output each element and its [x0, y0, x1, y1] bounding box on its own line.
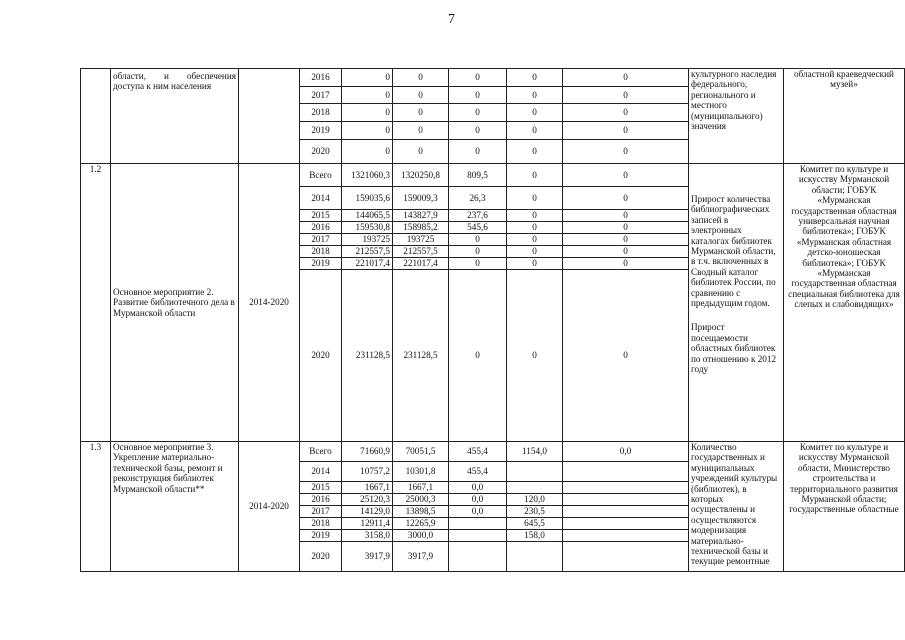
year-cell: 2018 — [300, 246, 342, 258]
value-cell: 0 — [563, 104, 689, 122]
value-cell: 0 — [449, 69, 507, 87]
value-cell: 0 — [507, 258, 563, 270]
item-description: Основное мероприятие 3. Укрепление материально-технической базы, ремонт и реконструкция библиотек Мурманской области** — [111, 442, 239, 572]
value-cell: 0 — [507, 104, 563, 122]
value-cell: 1320250,8 — [393, 164, 449, 187]
item-number — [81, 69, 111, 164]
value-cell: 0 — [449, 258, 507, 270]
value-cell: 1321060,3 — [342, 164, 393, 187]
value-cell: 0 — [449, 122, 507, 140]
year-cell: 2015 — [300, 482, 342, 494]
value-cell — [563, 494, 689, 506]
value-cell: 0 — [449, 140, 507, 164]
value-cell — [507, 542, 563, 572]
value-cell: 455,4 — [449, 462, 507, 482]
year-cell: 2018 — [300, 104, 342, 122]
value-cell: 158985,2 — [393, 222, 449, 234]
year-cell: 2015 — [300, 210, 342, 222]
year-cell: 2018 — [300, 518, 342, 530]
value-cell: 0 — [507, 87, 563, 104]
year-cell: 2019 — [300, 530, 342, 542]
value-cell: 144065,5 — [342, 210, 393, 222]
item-period — [239, 69, 300, 164]
value-cell: 159035,6 — [342, 187, 393, 210]
value-cell: 0,0 — [563, 442, 689, 462]
value-cell: 158,0 — [507, 530, 563, 542]
value-cell: 0 — [563, 222, 689, 234]
value-cell: 1667,1 — [342, 482, 393, 494]
value-cell: 0 — [563, 140, 689, 164]
value-cell: 0 — [393, 69, 449, 87]
value-cell: 0 — [507, 122, 563, 140]
value-cell: 0 — [393, 140, 449, 164]
value-cell: 0 — [507, 270, 563, 442]
year-cell: 2020 — [300, 542, 342, 572]
indicator-cell — [689, 442, 784, 572]
value-cell: 0 — [563, 258, 689, 270]
value-cell: 0 — [449, 246, 507, 258]
value-cell — [563, 542, 689, 572]
value-cell: 0 — [563, 69, 689, 87]
indicator-text: Прирост посещаемости областных библиотек по отношению к 2012 году — [691, 322, 777, 375]
value-cell: 0 — [449, 270, 507, 442]
value-cell: 0 — [507, 140, 563, 164]
responsible-cell: областной краеведческий музей» — [784, 69, 905, 164]
value-cell — [449, 518, 507, 530]
value-cell: 0 — [563, 164, 689, 187]
item-description: области, и обеспечения доступа к ним населения — [111, 69, 239, 164]
indicator-text: Прирост количества библиографических записей в электронных каталогах библиотек Мурманской области, в т.ч. включенных в Сводный каталог библиотек России, по сравнению с предыдущим годом. — [691, 194, 776, 309]
value-cell — [507, 462, 563, 482]
value-cell: 0 — [563, 270, 689, 442]
year-cell: 2019 — [300, 258, 342, 270]
value-cell: 0 — [563, 210, 689, 222]
value-cell: 237,6 — [449, 210, 507, 222]
value-cell: 0 — [507, 222, 563, 234]
value-cell: 0 — [449, 87, 507, 104]
value-cell: 545,6 — [449, 222, 507, 234]
value-cell: 809,5 — [449, 164, 507, 187]
item-period: 2014-2020 — [239, 164, 300, 442]
year-cell: 2014 — [300, 187, 342, 210]
value-cell — [563, 462, 689, 482]
value-cell: 221017,4 — [342, 258, 393, 270]
value-cell: 193725 — [393, 234, 449, 246]
value-cell — [563, 506, 689, 518]
year-cell: 2020 — [300, 270, 342, 442]
value-cell: 212557,5 — [393, 246, 449, 258]
value-cell — [563, 530, 689, 542]
value-cell — [563, 482, 689, 494]
value-cell: 10757,2 — [342, 462, 393, 482]
value-cell: 10301,8 — [393, 462, 449, 482]
year-cell: 2016 — [300, 222, 342, 234]
value-cell — [563, 518, 689, 530]
value-cell: 3917,9 — [393, 542, 449, 572]
value-cell: 0 — [342, 122, 393, 140]
year-cell: 2014 — [300, 462, 342, 482]
value-cell: 1154,0 — [507, 442, 563, 462]
value-cell: 0 — [507, 246, 563, 258]
value-cell — [449, 530, 507, 542]
value-cell: 12265,9 — [393, 518, 449, 530]
year-cell: 2019 — [300, 122, 342, 140]
value-cell: 0 — [507, 210, 563, 222]
value-cell: 0 — [507, 187, 563, 210]
value-cell: 0 — [563, 122, 689, 140]
value-cell: 3917,9 — [342, 542, 393, 572]
indicator-cell — [689, 164, 784, 442]
value-cell: 3000,0 — [393, 530, 449, 542]
table-row — [81, 69, 905, 87]
value-cell: 14129,0 — [342, 506, 393, 518]
value-cell: 0 — [449, 104, 507, 122]
value-cell: 1667,1 — [393, 482, 449, 494]
item-number: 1.2 — [81, 164, 111, 442]
value-cell: 25000,3 — [393, 494, 449, 506]
program-table — [80, 68, 905, 572]
year-cell: 2020 — [300, 140, 342, 164]
indicator-cell — [689, 69, 784, 164]
value-cell: 0 — [342, 87, 393, 104]
value-cell: 0,0 — [449, 482, 507, 494]
value-cell: 0 — [507, 164, 563, 187]
value-cell: 0 — [393, 104, 449, 122]
year-cell: Всего — [300, 164, 342, 187]
value-cell: 159530,8 — [342, 222, 393, 234]
value-cell: 193725 — [342, 234, 393, 246]
table-row — [81, 442, 905, 462]
value-cell: 159009,3 — [393, 187, 449, 210]
value-cell: 0 — [563, 87, 689, 104]
responsible-cell: Комитет по культуре и искусству Мурманской области, Министерство строительства и территориального развития Мурманской области; государственные областные — [784, 442, 905, 572]
value-cell: 12911,4 — [342, 518, 393, 530]
responsible-cell: Комитет по культуре и искусству Мурманской области; ГОБУК «Мурманская государственная областная универсальная научная библиотека»; ГОБУК «Мурманская областная детско-юношеская библиотека»; ГОБУК «Мурманская государственная областная специальная библиотека для слепых и слабовидящих» — [784, 164, 905, 442]
year-cell: 2016 — [300, 494, 342, 506]
value-cell: 0 — [449, 234, 507, 246]
page-number: 7 — [448, 12, 455, 27]
value-cell: 230,5 — [507, 506, 563, 518]
value-cell: 70051,5 — [393, 442, 449, 462]
year-cell: Всего — [300, 442, 342, 462]
indicator-text: культурного наследия федерального, регионального и местного (муниципального) значения — [691, 69, 777, 132]
item-number: 1.3 — [81, 442, 111, 572]
value-cell: 221017,4 — [393, 258, 449, 270]
value-cell: 0 — [563, 234, 689, 246]
value-cell: 25120,3 — [342, 494, 393, 506]
value-cell: 0 — [563, 187, 689, 210]
value-cell: 0,0 — [449, 506, 507, 518]
indicator-text: Количество государственных и муниципальных учреждений культуры (библиотек), в которых осуществлены и осуществляются модернизация материально-технической базы и текущие ремонтные — [691, 442, 778, 567]
value-cell — [449, 542, 507, 572]
value-cell: 0,0 — [449, 494, 507, 506]
value-cell: 455,4 — [449, 442, 507, 462]
value-cell: 71660,9 — [342, 442, 393, 462]
value-cell: 0 — [342, 69, 393, 87]
value-cell: 231128,5 — [342, 270, 393, 442]
item-period: 2014-2020 — [239, 442, 300, 572]
value-cell: 0 — [563, 246, 689, 258]
value-cell: 0 — [507, 234, 563, 246]
value-cell: 231128,5 — [393, 270, 449, 442]
year-cell: 2016 — [300, 69, 342, 87]
value-cell: 645,5 — [507, 518, 563, 530]
table-row — [81, 164, 905, 187]
value-cell: 0 — [507, 69, 563, 87]
value-cell — [507, 482, 563, 494]
value-cell: 26,3 — [449, 187, 507, 210]
value-cell: 212557,5 — [342, 246, 393, 258]
value-cell: 3158,0 — [342, 530, 393, 542]
value-cell: 0 — [342, 140, 393, 164]
value-cell: 0 — [342, 104, 393, 122]
value-cell: 0 — [393, 122, 449, 140]
value-cell: 0 — [393, 87, 449, 104]
item-description: Основное мероприятие 2. Развитие библиотечного дела в Мурманской области — [111, 164, 239, 442]
value-cell: 143827,9 — [393, 210, 449, 222]
year-cell: 2017 — [300, 506, 342, 518]
value-cell: 13898,5 — [393, 506, 449, 518]
year-cell: 2017 — [300, 87, 342, 104]
year-cell: 2017 — [300, 234, 342, 246]
value-cell: 120,0 — [507, 494, 563, 506]
